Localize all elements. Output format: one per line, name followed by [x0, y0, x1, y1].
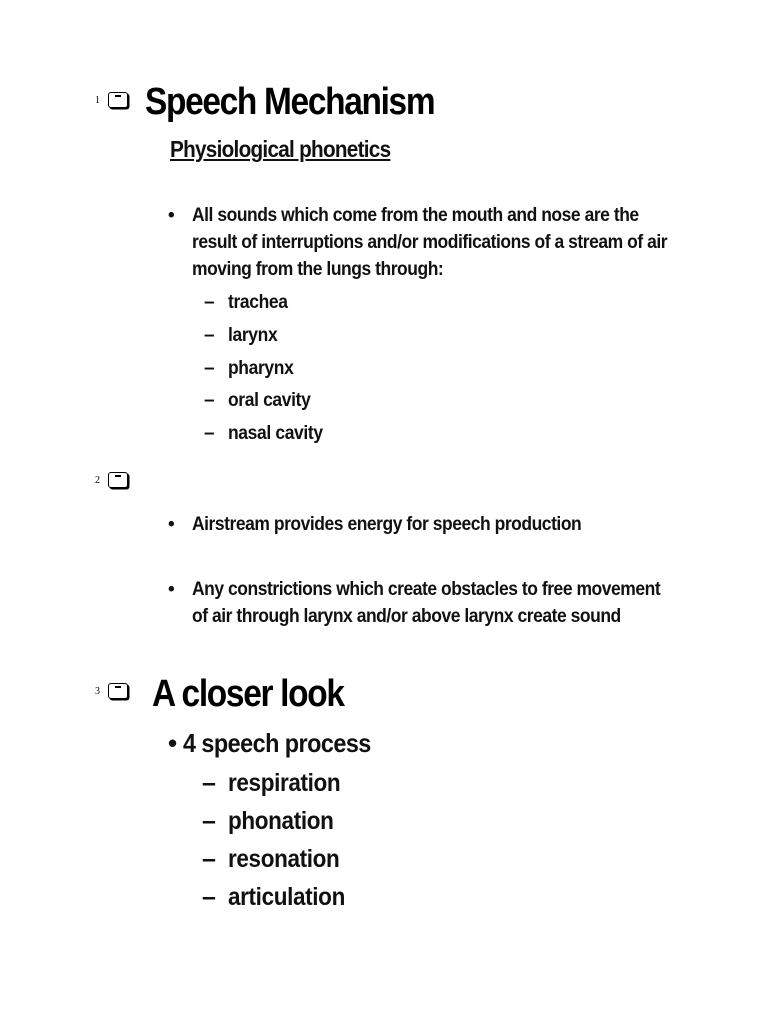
slide-title: Speech Mechanism [145, 81, 435, 123]
sub-item-text: nasal cavity [228, 423, 323, 444]
sub-item [204, 322, 282, 349]
bullet-item [168, 728, 392, 758]
bullet-symbol: • [168, 205, 175, 226]
bullet-text: 4 speech process [183, 728, 371, 758]
dash-symbol: – [202, 845, 216, 873]
sub-item [202, 882, 358, 912]
sub-item-text: oral cavity [228, 390, 311, 411]
bullet-item [168, 576, 712, 630]
bullet-text: Any constrictions which create obstacles to free movement of air through larynx and/or above larynx create sound [192, 579, 661, 627]
bullet-text: All sounds which come from the mouth and nose are the result of interruptions and/or modifications of a stream of air moving from the lungs through: [192, 205, 668, 280]
slide-1 [0, 0, 768, 460]
sub-item-text: respiration [228, 769, 341, 797]
sub-item-text: larynx [228, 325, 278, 346]
dash-symbol: – [204, 325, 215, 346]
slide-number: 3 [95, 686, 100, 697]
sub-item-text: trachea [228, 292, 288, 313]
sub-item [204, 355, 299, 382]
slide-subtitle: Physiological phonetics [170, 136, 391, 162]
bullet-item [168, 511, 712, 538]
slide-icon [108, 92, 128, 108]
dash-symbol: – [204, 423, 215, 444]
sub-item [202, 768, 353, 798]
dash-symbol: – [204, 292, 215, 313]
dash-symbol: – [204, 358, 215, 379]
sub-item-text: pharynx [228, 358, 294, 379]
sub-item-text: resonation [228, 845, 340, 873]
bullet-symbol: • [168, 728, 177, 758]
slide-2 [0, 460, 768, 660]
slide-number: 2 [95, 475, 100, 486]
dash-symbol: – [202, 883, 216, 911]
sub-item [204, 289, 293, 316]
dash-symbol: – [202, 769, 216, 797]
sub-item-text: phonation [228, 807, 334, 835]
slide-icon [108, 472, 128, 488]
bullet-text: Airstream provides energy for speech production [192, 514, 582, 535]
slide-icon [108, 683, 128, 699]
bullet-symbol: • [168, 579, 175, 600]
sub-item [202, 806, 345, 836]
dash-symbol: – [202, 807, 216, 835]
dash-symbol: – [204, 390, 215, 411]
slide-3 [0, 660, 768, 1024]
slide-number: 1 [95, 95, 100, 106]
bullet-symbol: • [168, 514, 175, 535]
sub-item [204, 387, 318, 414]
sub-item [202, 844, 352, 874]
slide-title: A closer look [152, 673, 344, 715]
sub-item-text: articulation [228, 883, 345, 911]
sub-item [204, 420, 331, 447]
bullet-item [168, 202, 712, 283]
